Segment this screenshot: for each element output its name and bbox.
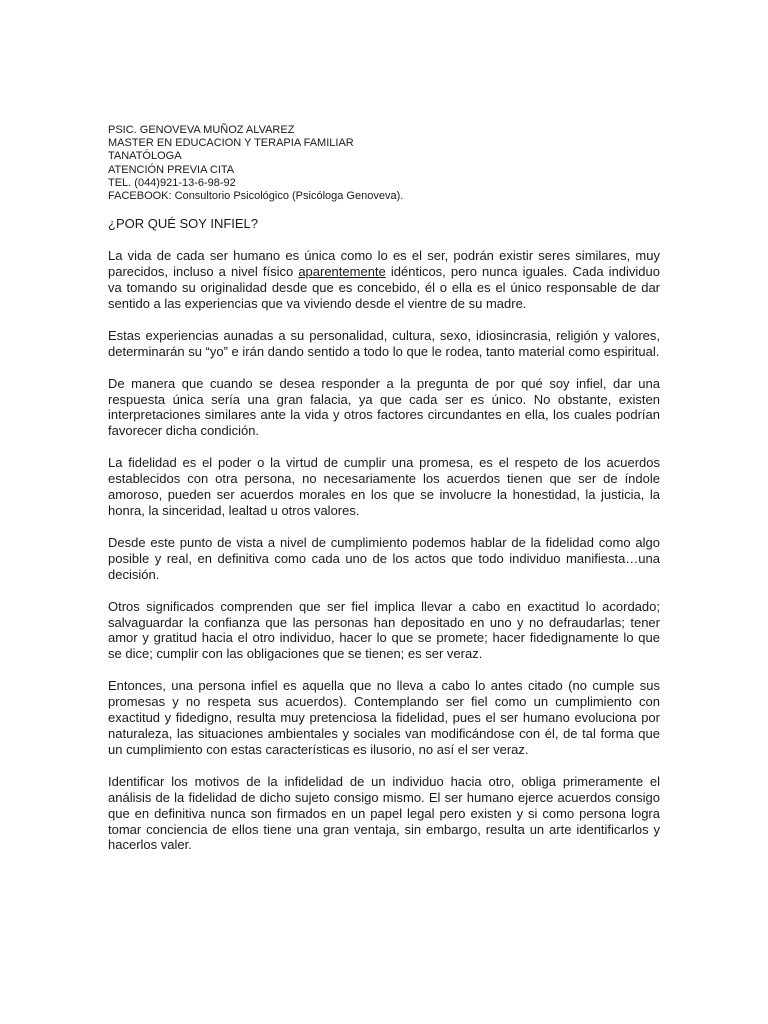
paragraph-1-text-b: idénticos, pero nunca iguales. Cada individuo va tomando su originalidad desde que es concebido, él o ella es el único responsable de dar sentido a las experiencias que va viviendo desde el vientre de su madre. <box>108 264 660 311</box>
paragraph-3: De manera que cuando se desea responder a la pregunta de por qué soy infiel, dar una respuesta única sería una gran falacia, ya que cada ser es único. No obstante, existen interpretaciones similares ante la vida y otros factores circundantes en ella, los cuales podrían favorecer dicha condición. <box>108 375 660 439</box>
paragraph-6: Otros significados comprenden que ser fiel implica llevar a cabo en exactitud lo acordado; salvaguardar la confianza que las personas han depositado en uno y no defraudarlas; tener amor y gratitud hacia el otro individuo, hacer lo que se promete; hacer fidedignamente lo que se dice; cumplir con las obligaciones que se tienen; es ser veraz. <box>108 598 660 662</box>
facebook-info: FACEBOOK: Consultorio Psicológico (Psicóloga Genoveva). <box>108 190 404 203</box>
author-name: PSIC. GENOVEVA MUÑOZ ALVAREZ <box>108 124 295 136</box>
paragraph-2: Estas experiencias aunadas a su personalidad, cultura, sexo, idiosincrasia, religión y valores, determinarán su “yo” e irán dando sentido a todo lo que le rodea, tanto material como espiritual. <box>108 327 660 359</box>
document-page <box>108 124 660 853</box>
author-degree: MASTER EN EDUCACION Y TERAPIA FAMILIAR <box>108 137 354 150</box>
phone-number: TEL. (044)921-13-6-98-92 <box>108 176 236 189</box>
appointment-note: ATENCIÓN PREVIA CITA <box>108 163 235 176</box>
document-title: ¿POR QUÉ SOY INFIEL? <box>108 216 259 232</box>
paragraph-4: La fidelidad es el poder o la virtud de cumplir una promesa, es el respeto de los acuerdos establecidos con otra persona, no necesariamente los acuerdos tienen que ser de índole amoroso, pueden ser acuerdos morales en los que se involucre la honestidad, la justicia, la honra, la sinceridad, lealtad u otros valores. <box>108 455 660 518</box>
paragraph-8: Identificar los motivos de la infidelidad de un individuo hacia otro, obliga primeramente el análisis de la fidelidad de dicho sujeto consigo mismo. El ser humano ejerce acuerdos consigo que en definitiva nunca son firmados en un papel legal pero existen y si como persona logra tomar conciencia de ellos tiene una gran ventaja, sin embargo, resulta un arte identificarlos y hacerlos valer. <box>108 773 660 853</box>
paragraph-5: Desde este punto de vista a nivel de cumplimiento podemos hablar de la fidelidad como algo posible y real, en definitiva como cada uno de los actos que todo individuo manifiesta…una decisión. <box>108 534 660 582</box>
author-specialty: TANATÓLOGA <box>108 150 182 163</box>
paragraph-1-text-a: La vida de cada ser humano es única como lo es el ser, podrán existir seres similares, muy parecidos, incluso a nivel físico <box>108 248 660 280</box>
paragraph-7: Entonces, una persona infiel es aquella que no lleva a cabo lo antes citado (no cumple sus promesas y no respeta sus acuerdos). Contemplando ser fiel como un cumplimiento con exactitud y fidedigno, resulta muy pretenciosa la fidelidad, pues el ser humano evoluciona por naturaleza, las situaciones ambientales y sociales van modificándose con él, de tal forma que un cumplimiento con estas características es ilusorio, no así el ser veraz. <box>108 678 660 757</box>
author-header <box>108 124 660 203</box>
underlined-word: aparentemente <box>298 264 386 280</box>
paragraph-1 <box>108 248 660 312</box>
